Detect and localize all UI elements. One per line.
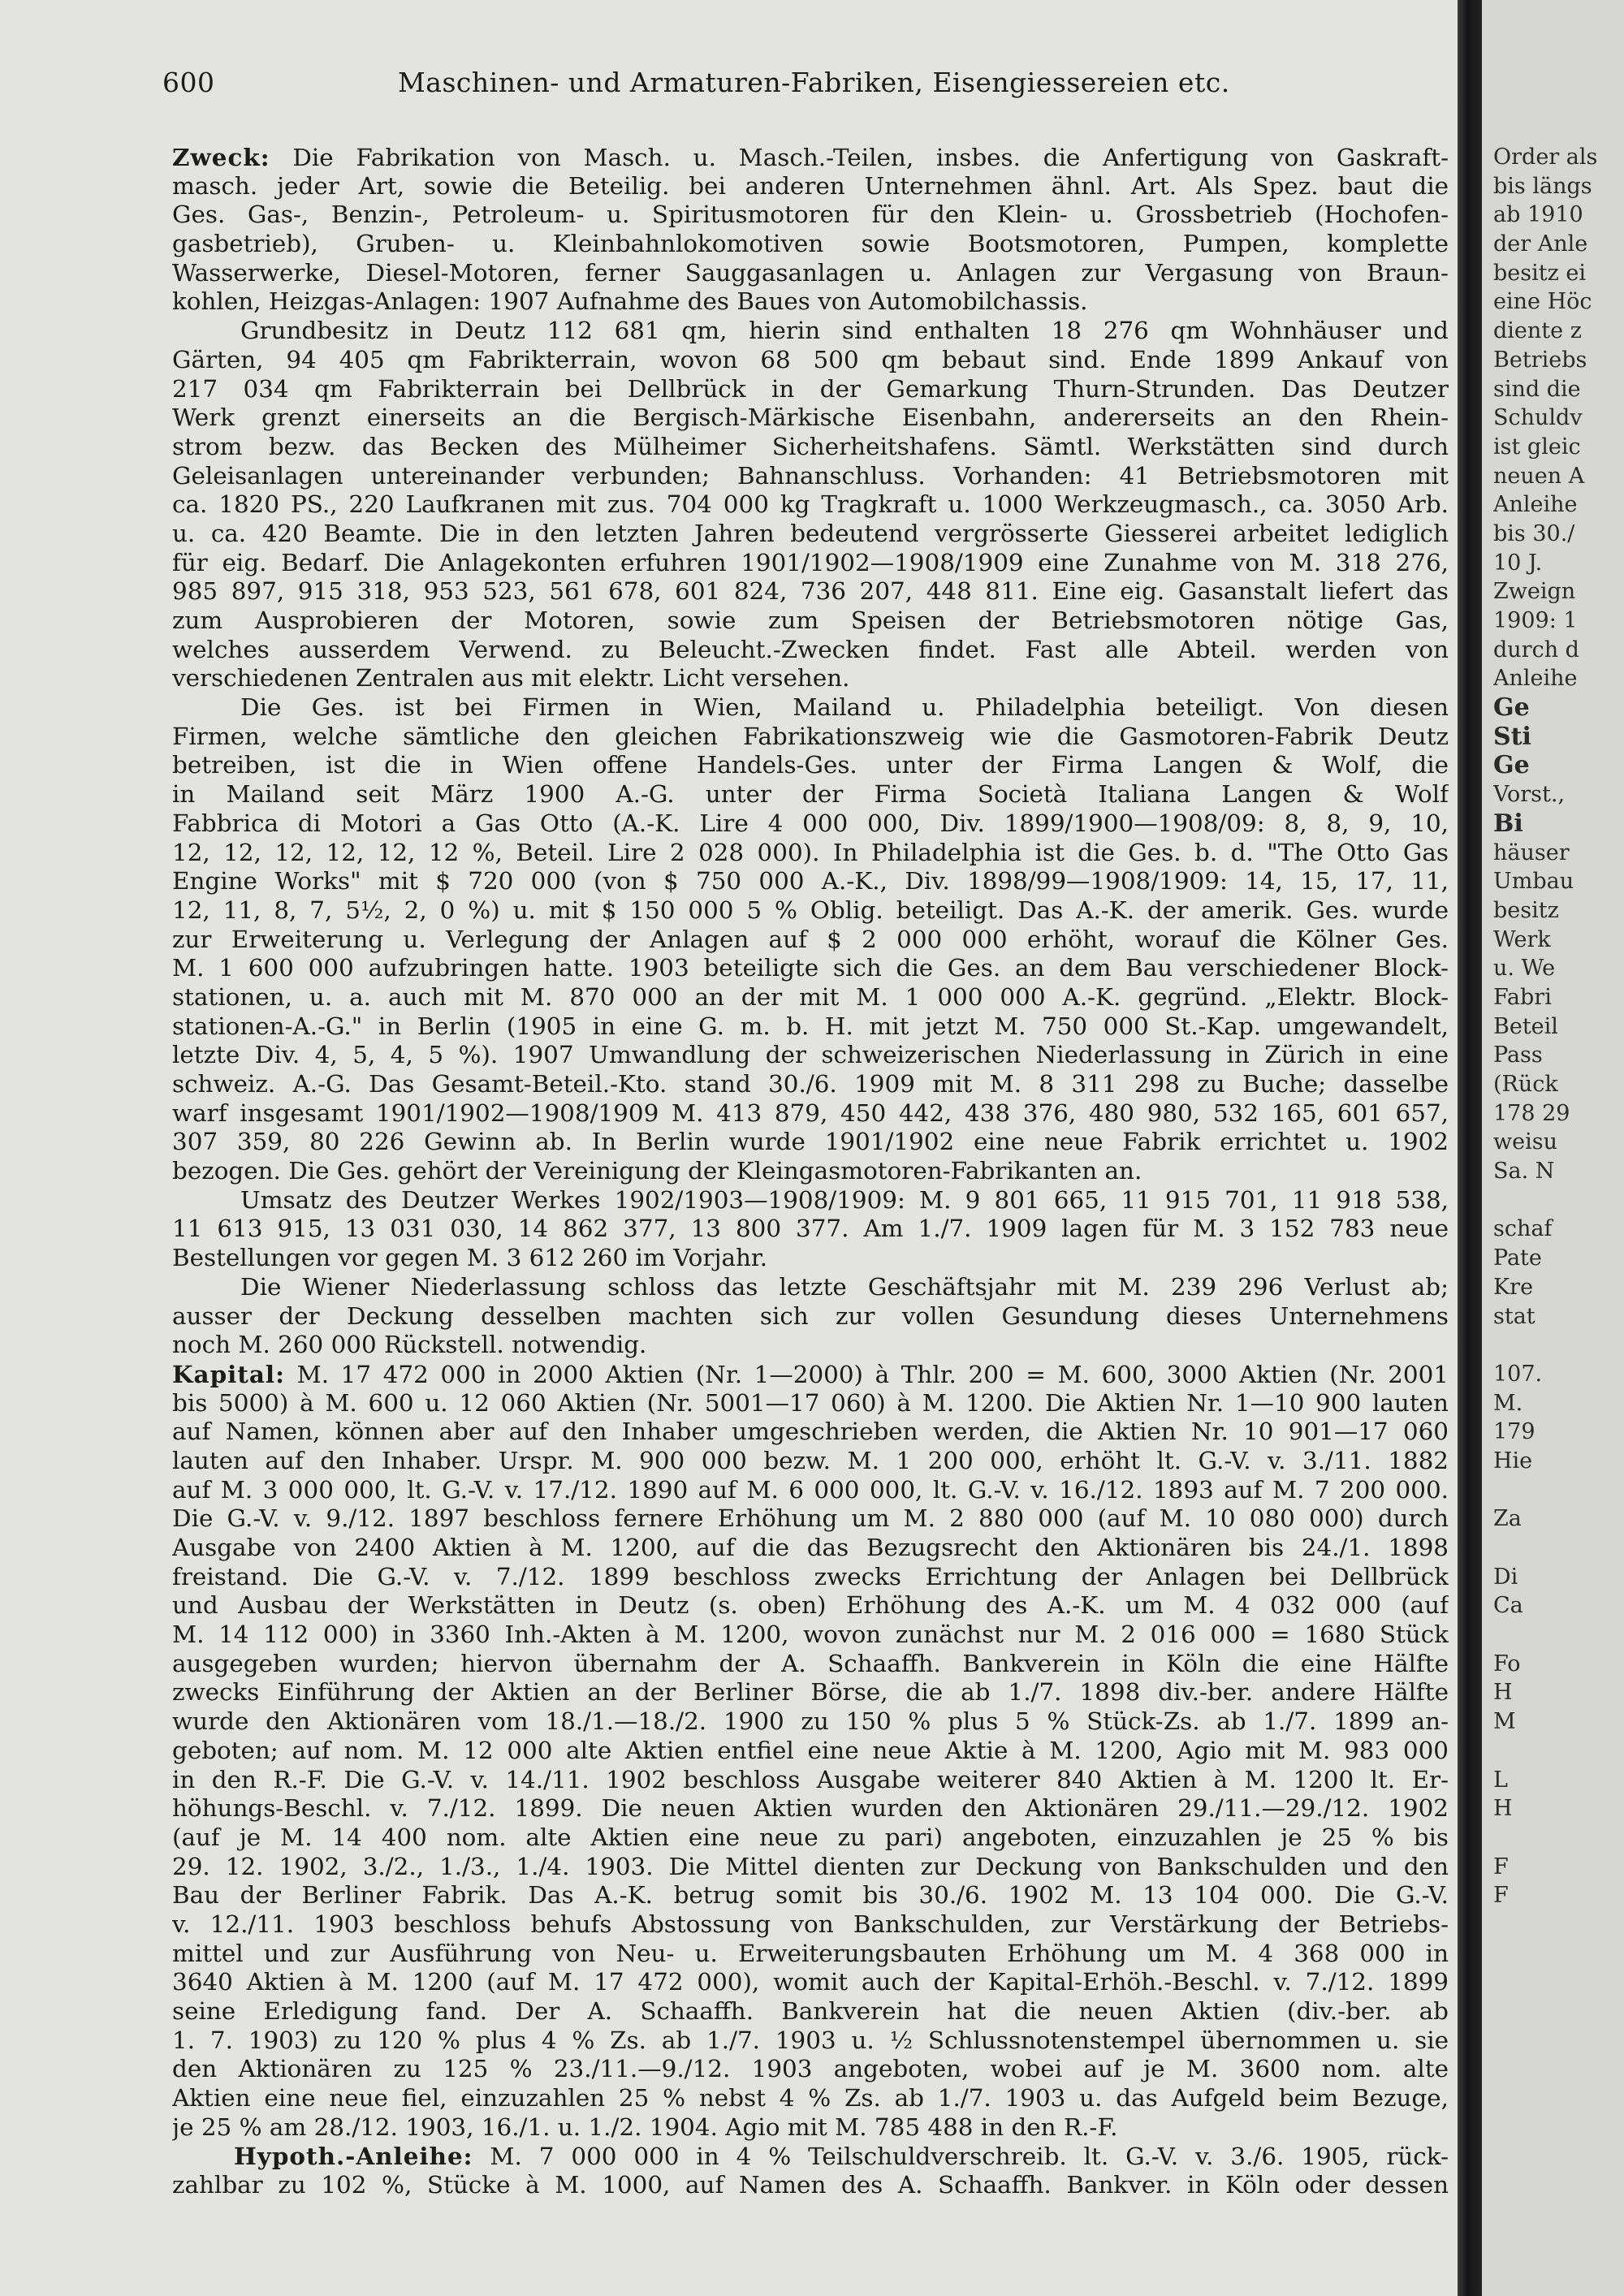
adjacent-text-line: Umbau xyxy=(1493,869,1574,895)
adjacent-text-line: eine Höc xyxy=(1493,289,1592,315)
text-line xyxy=(172,780,1449,809)
line-text: in Mailand seit März 1900 A.-G. unter der Firma Società Italiana Langen & Wolf xyxy=(172,780,1449,809)
line-text: bis 5000) à M. 600 u. 12 060 Aktien (Nr. 5001—17 060) à M. 1200. Die Aktien Nr. 1—10 900 lauten xyxy=(172,1388,1449,1417)
adjacent-text-line: Pate xyxy=(1493,1245,1542,1271)
line-text: stationen-A.-G." in Berlin (1905 in eine G. m. b. H. mit jetzt M. 750 000 St.-Kap. umgewandelt, xyxy=(172,1012,1449,1040)
adjacent-text-line: (Rück xyxy=(1493,1072,1558,1097)
adjacent-text-line: 10 J. xyxy=(1493,550,1543,576)
adjacent-text-line: weisu xyxy=(1493,1129,1557,1155)
line-text: Wasserwerke, Diesel-Motoren, ferner Sauggasanlagen u. Anlagen zur Vergasung von Braun- xyxy=(172,258,1449,287)
text-line xyxy=(172,346,1449,375)
line-text: Fabbrica di Motori a Gas Otto (A.-K. Lire 4 000 000, Div. 1899/1900—1908/09: 8, 8, 9, 10, xyxy=(172,809,1449,837)
line-text: wurde den Aktionären vom 18./1.—18./2. 1900 zu 150 % plus 5 % Stück-Zs. ab 1./7. 1899 an- xyxy=(172,1707,1449,1736)
text-line xyxy=(172,606,1449,636)
adjacent-text-line xyxy=(1493,1737,1623,1766)
adjacent-text-line: F xyxy=(1493,1883,1509,1909)
text-line xyxy=(172,2084,1449,2113)
line-text: 11 613 915, 13 031 030, 14 862 377, 13 800 377. Am 1./7. 1909 lagen für M. 3 152 783 neue xyxy=(172,1215,1449,1243)
text-line xyxy=(172,1737,1449,1766)
line-text: letzte Div. 4, 5, 4, 5 %). 1907 Umwandlung der schweizerischen Niederlassung in Zürich in eine xyxy=(172,1041,1449,1069)
text-line xyxy=(172,1302,1449,1331)
adjacent-text-line: Di xyxy=(1493,1564,1518,1590)
adjacent-text-line: H xyxy=(1493,1796,1513,1822)
adjacent-text-line: M xyxy=(1493,1709,1516,1735)
text-line xyxy=(172,1331,1449,1360)
text-line xyxy=(172,1215,1449,1244)
adjacent-text-line: schaf xyxy=(1493,1216,1553,1242)
adjacent-text-line: stat xyxy=(1493,1303,1535,1329)
line-text: welches ausserdem Verwend. zu Beleucht.-Zwecken findet. Fast alle Abteil. werden von xyxy=(172,635,1449,663)
text-line xyxy=(172,433,1449,462)
text-line xyxy=(172,2142,1449,2171)
text-line xyxy=(172,723,1449,752)
adjacent-text-line xyxy=(1493,1186,1623,1215)
adjacent-text-line: Pass xyxy=(1493,1042,1543,1068)
line-text: Die Ges. ist bei Firmen in Wien, Mailand u. Philadelphia beteiligt. Von diesen xyxy=(240,693,1449,722)
text-line xyxy=(172,520,1449,549)
adjacent-text-line: Za xyxy=(1493,1506,1522,1532)
text-line xyxy=(172,664,1449,693)
line-text: zwecks Einführung der Aktien an der Berliner Börse, die ab 1./7. 1898 div.-ber. andere Hälfte xyxy=(172,1678,1449,1707)
line-text: Geleisanlagen untereinander verbunden; Bahnanschluss. Vorhanden: 41 Betriebsmotoren mit xyxy=(172,461,1449,490)
line-text: schweiz. A.-G. Das Gesamt-Beteil.-Kto. stand 30./6. 1909 mit M. 8 311 298 zu Buche; dasselbe xyxy=(172,1070,1449,1098)
adjacent-text-line: M. xyxy=(1493,1390,1523,1416)
adjacent-text-line: diente z xyxy=(1493,318,1582,344)
text-line xyxy=(172,317,1449,346)
text-line xyxy=(172,404,1449,433)
adjacent-text-line: Schuldv xyxy=(1493,405,1583,431)
text-line xyxy=(172,2055,1449,2084)
line-text: 307 359, 80 226 Gewinn ab. In Berlin wurde 1901/1902 eine neue Fabrik errichtet u. 1902 xyxy=(172,1128,1449,1156)
line-text: M. 1 600 000 aufzubringen hatte. 1903 beteiligte sich die Ges. an dem Bau verschiedener Block- xyxy=(172,954,1449,982)
adjacent-text-line: Anleihe xyxy=(1493,492,1578,518)
text-line xyxy=(172,751,1449,780)
line-text: Aktien eine neue fiel, einzuzahlen 25 % nebst 4 % Zs. ab 1./7. 1903 u. das Aufgeld beim Bezuge, xyxy=(172,2084,1449,2113)
line-text: auf Namen, können aber auf den Inhaber umgeschrieben werden, die Aktien Nr. 10 901—17 060 xyxy=(172,1418,1449,1446)
line-text: Umsatz des Deutzer Werkes 1902/1903—1908/1909: M. 9 801 665, 11 915 701, 11 918 538, xyxy=(240,1185,1449,1214)
line-text: Die Wiener Niederlassung schloss das letzte Geschäftsjahr mit M. 239 296 Verlust ab; xyxy=(240,1272,1449,1301)
text-line xyxy=(172,636,1449,665)
line-text: ca. 1820 PS., 220 Laufkranen mit zus. 704 000 kg Tragkraft u. 1000 Werkzeugmasch., ca. 3050 Arb. xyxy=(172,490,1449,519)
text-line xyxy=(172,1012,1449,1042)
text-line xyxy=(172,896,1449,926)
adjacent-text-line: 178 29 xyxy=(1493,1100,1570,1126)
line-text: 985 897, 915 318, 953 523, 561 678, 601 824, 736 207, 448 811. Eine eig. Gasanstalt liefert das xyxy=(172,577,1449,606)
running-title: Maschinen- und Armaturen-Fabriken, Eisengiessereien etc. xyxy=(398,67,1230,98)
text-line xyxy=(172,1099,1449,1129)
adjacent-text-line: Fabri xyxy=(1493,984,1552,1010)
adjacent-text-line: durch d xyxy=(1493,637,1579,662)
adjacent-text-line xyxy=(1493,1823,1623,1853)
adjacent-text-line xyxy=(1493,1331,1623,1360)
text-line xyxy=(172,201,1449,230)
line-text: Bestellungen vor gegen M. 3 612 260 im Vorjahr. xyxy=(172,1244,768,1272)
adjacent-text-line: Zweign xyxy=(1493,579,1576,605)
adjacent-text-line: Fo xyxy=(1493,1651,1521,1677)
text-line xyxy=(172,1823,1449,1853)
line-text: bezogen. Die Ges. gehört der Vereinigung der Kleingasmotoren-Fabrikanten an. xyxy=(172,1157,1142,1185)
adjacent-text-line xyxy=(1493,1534,1623,1563)
text-line xyxy=(172,1940,1449,1969)
adjacent-text-line: u. We xyxy=(1493,956,1556,982)
line-text: lauten auf den Inhaber. Urspr. M. 900 000 bezw. M. 1 200 000, erhöht lt. G.-V. v. 3./11. 1882 xyxy=(172,1446,1449,1474)
text-line xyxy=(172,1997,1449,2026)
text-line xyxy=(172,1621,1449,1650)
text-line xyxy=(172,1041,1449,1070)
line-text: für eig. Bedarf. Die Anlagekonten erfuhren 1901/1902—1908/1909 eine Zunahme von M. 318 276, xyxy=(172,548,1449,576)
line-text: 217 034 qm Fabrikterrain bei Dellbrück in der Gemarkung Thurn-Strunden. Das Deutzer xyxy=(172,374,1449,403)
adjacent-text-line xyxy=(1493,1476,1623,1505)
section-lead: Hypoth.-Anleihe: xyxy=(234,2142,473,2171)
text-line xyxy=(172,1447,1449,1476)
text-line xyxy=(172,1968,1449,1997)
adjacent-text-line: ab 1910 xyxy=(1493,202,1583,228)
line-text: Grundbesitz in Deutz 112 681 qm, hierin sind enthalten 18 276 qm Wohnhäuser und xyxy=(240,317,1449,345)
adjacent-text-line: sind die xyxy=(1493,376,1581,402)
adjacent-text-line: besitz ei xyxy=(1493,260,1587,286)
adjacent-text-line: Ca xyxy=(1493,1593,1523,1619)
text-line xyxy=(172,1766,1449,1795)
text-line xyxy=(172,1504,1449,1534)
adjacent-text-line: besitz xyxy=(1493,897,1559,923)
text-line xyxy=(172,983,1449,1012)
line-text: v. 12./11. 1903 beschloss behufs Abstossung von Bankschulden, zur Verstärkung der Betriebs- xyxy=(172,1910,1449,1938)
line-text: 29. 12. 1902, 3./2., 1./3., 1./4. 1903. Die Mittel dienten zur Deckung von Bankschulden und den xyxy=(172,1852,1449,1880)
line-text: Werk grenzt einerseits an die Bergisch-Märkische Eisenbahn, andererseits an den Rhein- xyxy=(172,404,1449,432)
adjacent-page-text xyxy=(1493,143,1623,1910)
text-line xyxy=(172,1476,1449,1505)
adjacent-text-line: Sa. N xyxy=(1493,1159,1555,1185)
line-text: Ausgabe von 2400 Aktien à M. 1200, auf die das Bezugsrecht den Aktionären bis 24./1. 1898 xyxy=(172,1534,1449,1561)
line-text: 12, 12, 12, 12, 12, 12 %, Beteil. Lire 2 028 000). In Philadelphia ist die Ges. b. d. "The Otto Gas xyxy=(172,838,1449,866)
adjacent-text-line: 107. xyxy=(1493,1361,1543,1387)
line-text: M. 14 112 000) in 3360 Inh.-Akten à M. 1200, wovon zunächst nur M. 2 016 000 = 1680 Stück xyxy=(172,1621,1449,1649)
text-line xyxy=(172,1244,1449,1273)
text-line xyxy=(172,1389,1449,1418)
line-text: kohlen, Heizgas-Anlagen: 1907 Aufnahme des Baues von Automobilchassis. xyxy=(172,287,1088,316)
text-line xyxy=(172,2026,1449,2056)
adjacent-text-line xyxy=(1493,1621,1623,1650)
line-text: freistand. Die G.-V. v. 7./12. 1899 beschloss zwecks Errichtung der Anlagen bei Dellbrück xyxy=(172,1562,1449,1590)
line-text: strom bezw. das Becken des Mülheimer Sicherheitshafens. Sämtl. Werkstätten sind durch xyxy=(172,432,1449,460)
adjacent-text-line: H xyxy=(1493,1680,1513,1706)
line-text: Gärten, 94 405 qm Fabrikterrain, wovon 68 500 qm bebaut sind. Ende 1899 Ankauf von xyxy=(172,345,1449,373)
line-text: (auf je M. 14 400 nom. alte Aktien eine neue zu pari) angeboten, einzuzahlen je 25 % bis xyxy=(172,1823,1449,1851)
line-text: mittel und zur Ausführung von Neu- u. Erweiterungsbauten Erhöhung um M. 4 368 000 in xyxy=(172,1939,1449,1967)
line-text: je 25 % am 28./12. 1903, 16./1. u. 1./2. 1904. Agio mit M. 785 488 in den R.-F. xyxy=(172,2113,1118,2141)
line-text: warf insgesamt 1901/1902—1908/1909 M. 413 879, 450 442, 438 376, 480 980, 532 165, 601 657, xyxy=(172,1098,1449,1127)
text-line xyxy=(172,577,1449,606)
text-line xyxy=(172,287,1449,317)
line-text: ausgegeben wurden; hiervon übernahm der A. Schaaffh. Bankverein in Köln die eine Hälfte xyxy=(172,1649,1449,1677)
text-line xyxy=(172,1853,1449,1882)
adjacent-text-line: Beteil xyxy=(1493,1013,1558,1039)
text-line xyxy=(172,230,1449,259)
adjacent-text-line: ist gleic xyxy=(1493,434,1581,460)
line-text: zahlbar zu 102 %, Stücke à M. 1000, auf Namen des A. Schaaffh. Bankver. in Köln oder dessen xyxy=(172,2171,1449,2199)
text-line xyxy=(172,462,1449,491)
line-text: und Ausbau der Werkstätten in Deutz (s. oben) Erhöhung des A.-K. um M. 4 032 000 (auf xyxy=(172,1591,1449,1620)
text-line xyxy=(172,1591,1449,1621)
adjacent-text-line: häuser xyxy=(1493,839,1570,865)
adjacent-text-line: Kre xyxy=(1493,1274,1534,1300)
line-text: geboten; auf nom. M. 12 000 alte Aktien entfiel eine neue Aktie à M. 1200, Agio mit M. 983 000 xyxy=(172,1736,1449,1764)
adjacent-text-line: bis 30./ xyxy=(1493,520,1575,546)
line-text: zur Erweiterung u. Verlegung der Anlagen auf $ 2 000 000 erhöht, worauf die Kölner Ges. xyxy=(172,925,1449,953)
line-text: ausser der Deckung desselben machten sich zur vollen Gesundung dieses Unternehmens xyxy=(172,1301,1449,1330)
adjacent-text-line: 179 xyxy=(1493,1419,1535,1445)
text-line xyxy=(172,1563,1449,1592)
page-number: 600 xyxy=(162,67,215,98)
text-line xyxy=(172,1881,1449,1910)
text-line xyxy=(172,2113,1449,2143)
line-text: noch M. 260 000 Rückstell. notwendig. xyxy=(172,1331,647,1359)
line-text: Ges. Gas-, Benzin-, Petroleum- u. Spiritusmotoren für den Klein- u. Grossbetrieb (Hochofen- xyxy=(172,201,1449,229)
adjacent-text-line: Anleihe xyxy=(1493,666,1578,692)
adjacent-text-line: Werk xyxy=(1493,926,1551,952)
text-line xyxy=(172,1186,1449,1215)
line-text: u. ca. 420 Beamte. Die in den letzten Jahren bedeutend vergrösserte Giesserei arbeitet lediglich xyxy=(172,519,1449,547)
adjacent-text-line: Order als xyxy=(1493,145,1598,170)
text-line xyxy=(172,926,1449,955)
text-line xyxy=(172,1273,1449,1302)
line-text: den Aktionären zu 125 % 23./11.—9./12. 1903 angeboten, wobei auf je M. 3600 nom. alte xyxy=(172,2055,1449,2083)
text-line xyxy=(172,1157,1449,1186)
text-line xyxy=(172,1678,1449,1707)
line-text: masch. jeder Art, sowie die Beteilig. bei anderen Unternehmen ähnl. Art. Als Spez. baut die xyxy=(172,171,1449,200)
line-text: M. 7 000 000 in 4 % Teilschuldverschreib. lt. G.-V. v. 3./6. 1905, rück- xyxy=(490,2143,1449,2171)
line-text: Engine Works" mit $ 720 000 (von $ 750 000 A.-K., Div. 1898/99—1908/1909: 14, 15, 17, 11, xyxy=(172,867,1449,896)
line-text: 12, 11, 8, 7, 5½, 2, 0 %) u. mit $ 150 000 5 % Oblig. beteiligt. Das A.-K. der amerik. Ges. wurde xyxy=(172,896,1449,924)
adjacent-text-line: Betriebs xyxy=(1493,347,1587,373)
section-lead: Zweck: xyxy=(172,143,270,171)
text-line xyxy=(172,172,1449,201)
line-text: M. 17 472 000 in 2000 Aktien (Nr. 1—2000) à Thlr. 200 = M. 600, 3000 Aktien (Nr. 2001 xyxy=(296,1360,1449,1388)
line-text: seine Erledigung fand. Der A. Schaaffh. Bankverein hat die neuen Aktien (div.-ber. ab xyxy=(172,1997,1449,2025)
line-text: betreiben, ist die in Wien offene Handels-Ges. unter der Firma Langen & Wolf, die xyxy=(172,751,1449,779)
adjacent-text-line: Hie xyxy=(1493,1448,1533,1474)
line-text: Firmen, welche sämtliche den gleichen Fabrikationszweig wie die Gasmotoren-Fabrik Deutz xyxy=(172,722,1449,750)
line-text: 1. 7. 1903) zu 120 % plus 4 % Zs. ab 1./7. 1903 u. ½ Schlussnotenstempel übernommen u. sie xyxy=(172,2026,1449,2054)
text-line xyxy=(172,809,1449,839)
adjacent-text-line: Vorst., xyxy=(1493,782,1566,808)
line-text: gasbetrieb), Gruben- u. Kleinbahnlokomotiven sowie Bootsmotoren, Pumpen, komplette xyxy=(172,230,1449,258)
line-text: 3640 Aktien à M. 1200 (auf M. 17 472 000), womit auch der Kapital-Erhöh.-Beschl. v. 7./12. 1899 xyxy=(172,1968,1449,1996)
section-lead: Kapital: xyxy=(172,1359,285,1388)
line-text: höhungs-Beschl. v. 7./12. 1899. Die neuen Aktien wurden den Aktionären 29./11.—29./12. 1902 xyxy=(172,1794,1449,1823)
line-text: Die Fabrikation von Masch. u. Masch.-Teilen, insbes. die Anfertigung von Gaskraft- xyxy=(292,144,1449,171)
text-line xyxy=(172,839,1449,868)
adjacent-text-line: F xyxy=(1493,1854,1509,1880)
adjacent-text-line: der Anle xyxy=(1493,231,1588,257)
text-line xyxy=(172,1794,1449,1823)
text-line xyxy=(172,1418,1449,1447)
text-line xyxy=(172,490,1449,520)
body-text xyxy=(172,143,1449,2200)
adjacent-text-line: Ge xyxy=(1493,693,1530,723)
adjacent-text-line: Bi xyxy=(1493,809,1523,838)
book-gutter xyxy=(1458,0,1482,2296)
adjacent-text-line: neuen A xyxy=(1493,463,1585,489)
text-line xyxy=(172,2171,1449,2200)
text-line xyxy=(172,1534,1449,1563)
text-line xyxy=(172,954,1449,983)
line-text: Bau der Berliner Fabrik. Das A.-K. betrug somit bis 30./6. 1902 M. 13 104 000. Die G.-V. xyxy=(172,1881,1449,1910)
adjacent-page-fragment xyxy=(1482,0,1624,2296)
adjacent-text-line: Ge xyxy=(1493,751,1530,780)
text-line xyxy=(172,1650,1449,1679)
adjacent-text-line: 1909: 1 xyxy=(1493,608,1578,633)
text-line xyxy=(172,1360,1449,1389)
page-header xyxy=(162,67,1453,107)
adjacent-text-line: L xyxy=(1493,1767,1508,1793)
text-line xyxy=(172,1910,1449,1940)
line-text: zum Ausprobieren der Motoren, sowie zum Speisen der Betriebsmotoren nötige Gas, xyxy=(172,606,1449,634)
line-text: auf M. 3 000 000, lt. G.-V. v. 17./12. 1890 auf M. 6 000 000, lt. G.-V. v. 16./12. 1893 auf M. 7 200 000. xyxy=(172,1475,1449,1504)
text-line xyxy=(172,375,1449,404)
line-text: verschiedenen Zentralen aus mit elektr. Licht versehen. xyxy=(172,664,850,693)
line-text: in den R.-F. Die G.-V. v. 14./11. 1902 beschloss Ausgabe weiterer 840 Aktien à M. 1200 lt. Er- xyxy=(172,1765,1449,1793)
text-line xyxy=(172,1070,1449,1099)
line-text: Die G.-V. v. 9./12. 1897 beschloss fernere Erhöhung um M. 2 880 000 (auf M. 10 080 000) durch xyxy=(172,1504,1449,1533)
adjacent-text-line: bis längs xyxy=(1493,173,1592,199)
text-line xyxy=(172,1128,1449,1157)
text-line xyxy=(172,867,1449,896)
text-line xyxy=(172,1707,1449,1737)
text-line xyxy=(172,143,1449,172)
text-line xyxy=(172,693,1449,723)
text-line xyxy=(172,259,1449,288)
text-line xyxy=(172,549,1449,578)
line-text: stationen, u. a. auch mit M. 870 000 an der mit M. 1 000 000 A.-K. gegründ. „Elektr. Block- xyxy=(172,982,1449,1011)
adjacent-text-line: Sti xyxy=(1493,722,1531,751)
